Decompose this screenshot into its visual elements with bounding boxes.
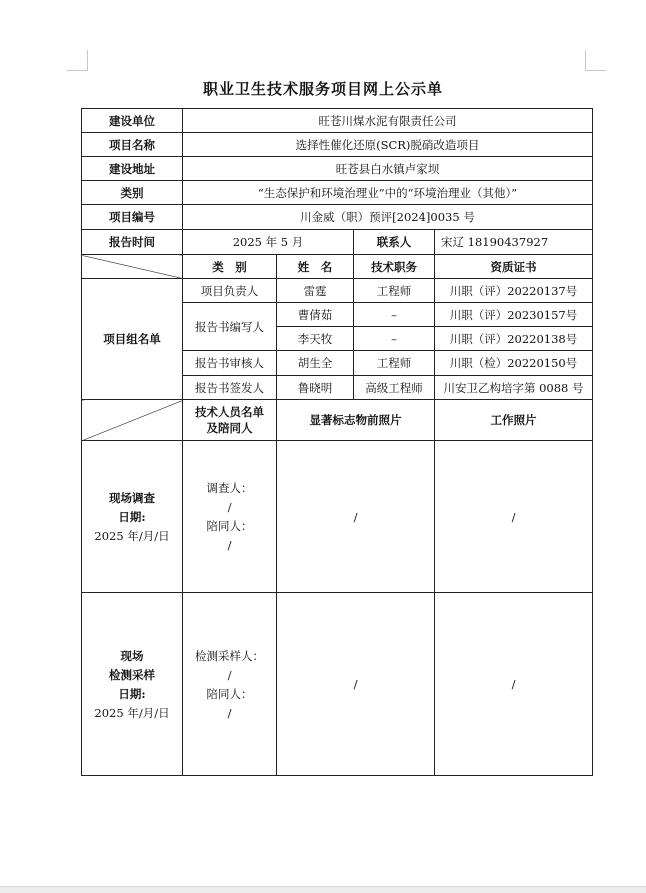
value-contact: 宋辽 18190437927 xyxy=(435,230,593,255)
site-sampling-title-1: 现场 xyxy=(120,648,144,663)
site-survey-staff-cell xyxy=(183,441,277,593)
page-corner-mark-top-left xyxy=(67,50,88,71)
value-project-name: 选择性催化还原(SCR)脱硝改造项目 xyxy=(183,133,593,157)
header-category: 类 别 xyxy=(183,255,277,279)
label-construction-address: 建设地址 xyxy=(82,157,183,181)
label-contact: 联系人 xyxy=(354,230,435,255)
label-construction-unit: 建设单位 xyxy=(82,109,183,133)
sampling-landmark-photo: / xyxy=(277,593,435,776)
sampling-companion-value: / xyxy=(227,705,232,720)
header-tech-staff-line1: 技术人员名单 xyxy=(195,405,264,419)
member-duty: 高级工程师 xyxy=(354,376,435,400)
row-site-sampling xyxy=(82,593,593,776)
row-site-survey xyxy=(82,441,593,593)
member-certificate: 川职（评）20230157号 xyxy=(435,303,593,327)
row-photo-header xyxy=(82,400,593,441)
site-sampling-label-cell xyxy=(82,593,183,776)
sampler-label: 检测采样人： xyxy=(195,648,264,663)
header-name: 姓 名 xyxy=(277,255,354,279)
member-duty: – xyxy=(354,327,435,351)
member-name: 鲁晓明 xyxy=(277,376,354,400)
row-project-number xyxy=(82,205,593,230)
page-corner-mark-top-right xyxy=(585,50,606,71)
site-sampling-date-label: 日期: xyxy=(118,686,146,701)
label-project-number: 项目编号 xyxy=(82,205,183,230)
team-header-diagonal-cell xyxy=(82,255,183,279)
sampler-value: / xyxy=(227,667,232,682)
label-category: 类别 xyxy=(82,181,183,205)
header-tech-staff xyxy=(183,400,277,441)
row-project-name xyxy=(82,133,593,157)
header-duty: 技术职务 xyxy=(354,255,435,279)
value-project-number: 川金威（职）预评[2024]0035 号 xyxy=(183,205,593,230)
member-certificate: 川职（评）20220138号 xyxy=(435,327,593,351)
role-project-leader: 项目负责人 xyxy=(183,279,277,303)
value-category: “生态保护和环境治理业”中的“环境治理业（其他）” xyxy=(183,181,593,205)
investigator-label: 调查人： xyxy=(206,481,253,495)
site-survey-date-label: 日期: xyxy=(118,509,146,524)
label-report-time: 报告时间 xyxy=(82,230,183,255)
row-category xyxy=(82,181,593,205)
value-construction-unit: 旺苍川煤水泥有限责任公司 xyxy=(183,109,593,133)
row-construction-unit xyxy=(82,109,593,133)
row-team-header xyxy=(82,255,593,279)
member-name: 雷霆 xyxy=(277,279,354,303)
survey-landmark-photo: / xyxy=(277,441,435,593)
member-duty: 工程师 xyxy=(354,279,435,303)
value-report-time: 2025 年 5 月 xyxy=(183,230,354,255)
header-work-photo: 工作照片 xyxy=(435,400,593,441)
header-certificate: 资质证书 xyxy=(435,255,593,279)
sampling-companion-label: 陪同人： xyxy=(206,686,253,701)
row-report-time xyxy=(82,230,593,255)
role-report-signer: 报告书签发人 xyxy=(183,376,277,400)
site-survey-label-cell xyxy=(82,441,183,593)
site-sampling-title-2: 检测采样 xyxy=(109,667,155,682)
header-tech-staff-line2: 及陪同人 xyxy=(206,421,253,435)
row-team-leader xyxy=(82,279,593,303)
header-landmark-photo: 显著标志物前照片 xyxy=(277,400,435,441)
label-team-list: 项目组名单 xyxy=(82,279,183,400)
investigator-value: / xyxy=(227,500,232,514)
survey-companion-label: 陪同人： xyxy=(206,519,253,533)
sampling-work-photo: / xyxy=(435,593,593,776)
value-construction-address: 旺苍县白水镇卢家坝 xyxy=(183,157,593,181)
member-name: 胡生全 xyxy=(277,351,354,376)
site-sampling-date: 2025 年/月/日 xyxy=(94,705,170,720)
member-duty: 工程师 xyxy=(354,351,435,376)
label-project-name: 项目名称 xyxy=(82,133,183,157)
member-name: 曹倩茹 xyxy=(277,303,354,327)
member-certificate: 川职（检）20220150号 xyxy=(435,351,593,376)
disclosure-table xyxy=(81,108,593,776)
site-survey-title: 现场调查 xyxy=(109,490,155,505)
member-name: 李天牧 xyxy=(277,327,354,351)
row-construction-address xyxy=(82,157,593,181)
role-report-reviewer: 报告书审核人 xyxy=(183,351,277,376)
site-survey-date: 2025 年/月/日 xyxy=(94,528,170,543)
role-report-writer: 报告书编写人 xyxy=(183,303,277,351)
member-certificate: 川职（评）20220137号 xyxy=(435,279,593,303)
survey-companion-value: / xyxy=(227,538,232,552)
member-certificate: 川安卫乙构培字第 0088 号 xyxy=(435,376,593,400)
photo-header-diagonal-cell xyxy=(82,400,183,441)
member-duty: – xyxy=(354,303,435,327)
survey-work-photo: / xyxy=(435,441,593,593)
site-sampling-staff-cell xyxy=(183,593,277,776)
document-title: 职业卫生技术服务项目网上公示单 xyxy=(202,80,443,98)
